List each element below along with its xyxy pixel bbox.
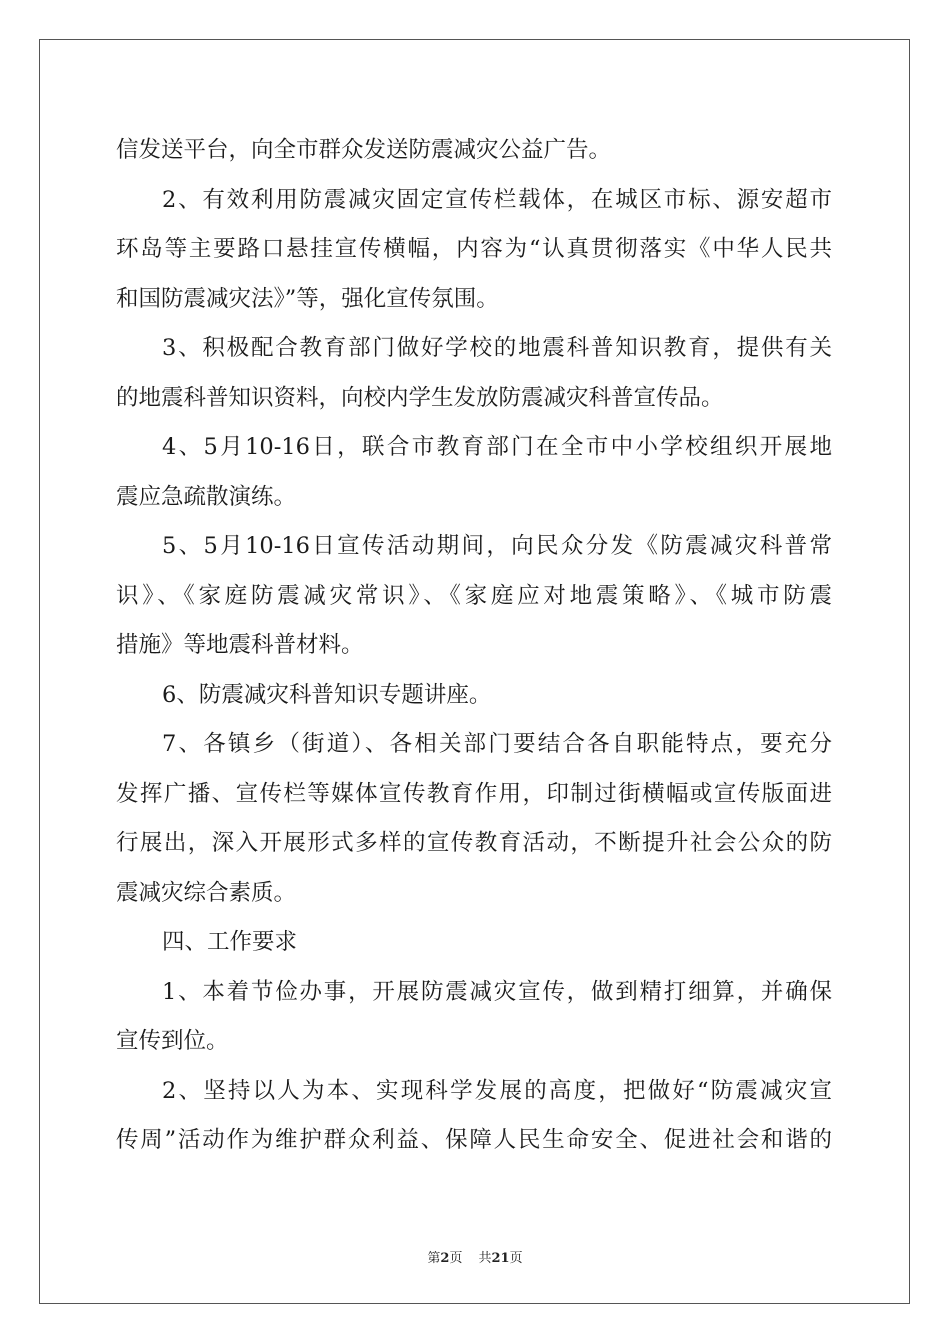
section-heading: 四、工作要求 bbox=[162, 929, 298, 955]
text-line: 的地震科普知识资料，向校内学生发放防震减灾科普宣传品。 bbox=[116, 384, 724, 411]
text-line: 5、5月10-16日宣传活动期间，向民众分发《防震减灾科普常 bbox=[162, 533, 832, 559]
text-line: 宣传到位。 bbox=[116, 1028, 229, 1054]
page-prefix: 第 bbox=[427, 1251, 441, 1266]
text-line: 2、有效利用防震减灾固定宣传栏载体，在城区市标、源安超市 bbox=[162, 186, 832, 213]
text-line: 行展出，深入开展形式多样的宣传教育活动，不断提升社会公众的防 bbox=[116, 830, 832, 856]
document-body bbox=[116, 126, 832, 1166]
text-line: 1、本着节俭办事，开展防震减灾宣传，做到精打细算，并确保 bbox=[162, 978, 832, 1005]
total-prefix: 共 bbox=[478, 1251, 492, 1266]
text-line: 发挥广播、宣传栏等媒体宣传教育作用，印制过街横幅或宣传版面进 bbox=[116, 780, 832, 807]
page-suffix: 页 bbox=[449, 1251, 463, 1266]
text-line: 措施》等地震科普材料。 bbox=[116, 632, 364, 658]
text-line: 识》、《家庭防震减灾常识》、《家庭应对地震策略》、《城市防震 bbox=[116, 582, 832, 609]
text-line: 6、防震减灾科普知识专题讲座。 bbox=[162, 681, 492, 708]
page-footer bbox=[0, 1247, 950, 1266]
text-line: 震应急疏散演练。 bbox=[116, 483, 297, 510]
text-line: 震减灾综合素质。 bbox=[116, 879, 297, 906]
page-number: 2 bbox=[440, 1251, 450, 1266]
text-line: 信发送平台，向全市群众发送防震减灾公益广告。 bbox=[116, 137, 612, 163]
text-line: 和国防震减灾法》”等，强化宣传氛围。 bbox=[116, 285, 499, 312]
total-pages: 21 bbox=[491, 1251, 510, 1266]
text-line: 2、坚持以人为本、实现科学发展的高度，把做好“防震减灾宣 bbox=[162, 1077, 832, 1104]
text-line: 3、积极配合教育部门做好学校的地震科普知识教育，提供有关 bbox=[162, 335, 832, 361]
text-line: 传周”活动作为维护群众利益、保障人民生命安全、促进社会和谐的 bbox=[116, 1127, 832, 1153]
total-suffix: 页 bbox=[509, 1251, 523, 1266]
text-line: 环岛等主要路口悬挂宣传横幅，内容为“认真贯彻落实《中华人民共 bbox=[116, 236, 832, 262]
text-line: 7、各镇乡（街道）、各相关部门要结合各自职能特点，要充分 bbox=[162, 731, 832, 757]
text-line: 4、5月10-16日，联合市教育部门在全市中小学校组织开展地 bbox=[162, 434, 832, 460]
